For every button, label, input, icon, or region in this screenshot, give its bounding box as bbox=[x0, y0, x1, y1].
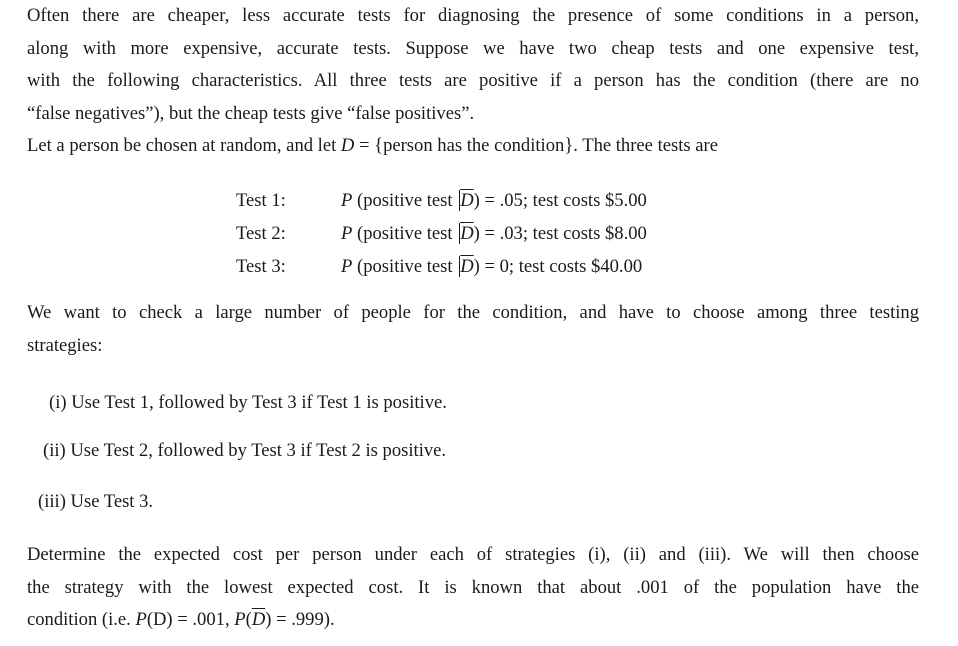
intro-line: with the following characteristics. All three tests are positive if a person has the condition (there are no bbox=[27, 70, 919, 91]
test-probability: P (positive test $\overline{D}) = .03$; test costs $8.00 bbox=[341, 223, 647, 244]
test-probability: P (positive test $\overline{D}) = 0$; test costs $40.00 bbox=[341, 256, 643, 277]
test-label: Test 3: bbox=[236, 256, 286, 277]
check-line: strategies: bbox=[27, 334, 103, 356]
variable-d: D bbox=[340, 135, 355, 156]
test-probability: P (positive test $\overline{D}) = .05$; test costs $5.00 bbox=[341, 190, 647, 211]
test-label: Test 1: bbox=[236, 190, 286, 211]
test-row bbox=[236, 250, 647, 283]
tests-table bbox=[236, 184, 647, 283]
definition-text: Let a person be chosen at random, and let bbox=[27, 135, 341, 156]
strategy-item: (iii) Use Test 3. bbox=[38, 491, 154, 512]
conclusion-paragraph bbox=[27, 539, 919, 637]
intro-line: “false negatives”), but the cheap tests give “false positives”. bbox=[27, 102, 475, 124]
test-row bbox=[236, 184, 647, 217]
strategy-item: (i) Use Test 1, followed by Test 3 if Test 1 is positive. bbox=[49, 392, 447, 413]
strategy-item: (ii) Use Test 2, followed by Test 3 if Test 2 is positive. bbox=[43, 440, 447, 461]
check-paragraph bbox=[27, 297, 919, 362]
conclusion-line: Determine the expected cost per person under each of strategies (i), (ii) and (iii). We will then choose bbox=[27, 544, 919, 565]
test-label: Test 2: bbox=[236, 223, 286, 244]
test-row bbox=[236, 217, 647, 250]
conclusion-line: the strategy with the lowest expected cost. It is known that about .001 of the population have the bbox=[27, 576, 919, 598]
conclusion-line: condition (i.e. P(D) = .001, $P(\overline{D}) = .999$). bbox=[27, 609, 335, 630]
intro-line: along with more expensive, accurate tests. Suppose we have two cheap tests and one expensive test, bbox=[27, 37, 919, 59]
check-line: We want to check a large number of people for the condition, and have to choose among three testing bbox=[27, 302, 919, 323]
intro-paragraph bbox=[27, 0, 919, 163]
definition-equation: = {person has the condition}. The three tests are bbox=[354, 135, 718, 156]
intro-line: Often there are cheaper, less accurate tests for diagnosing the presence of some conditions in a person, bbox=[27, 5, 919, 26]
definition-line bbox=[27, 130, 919, 163]
